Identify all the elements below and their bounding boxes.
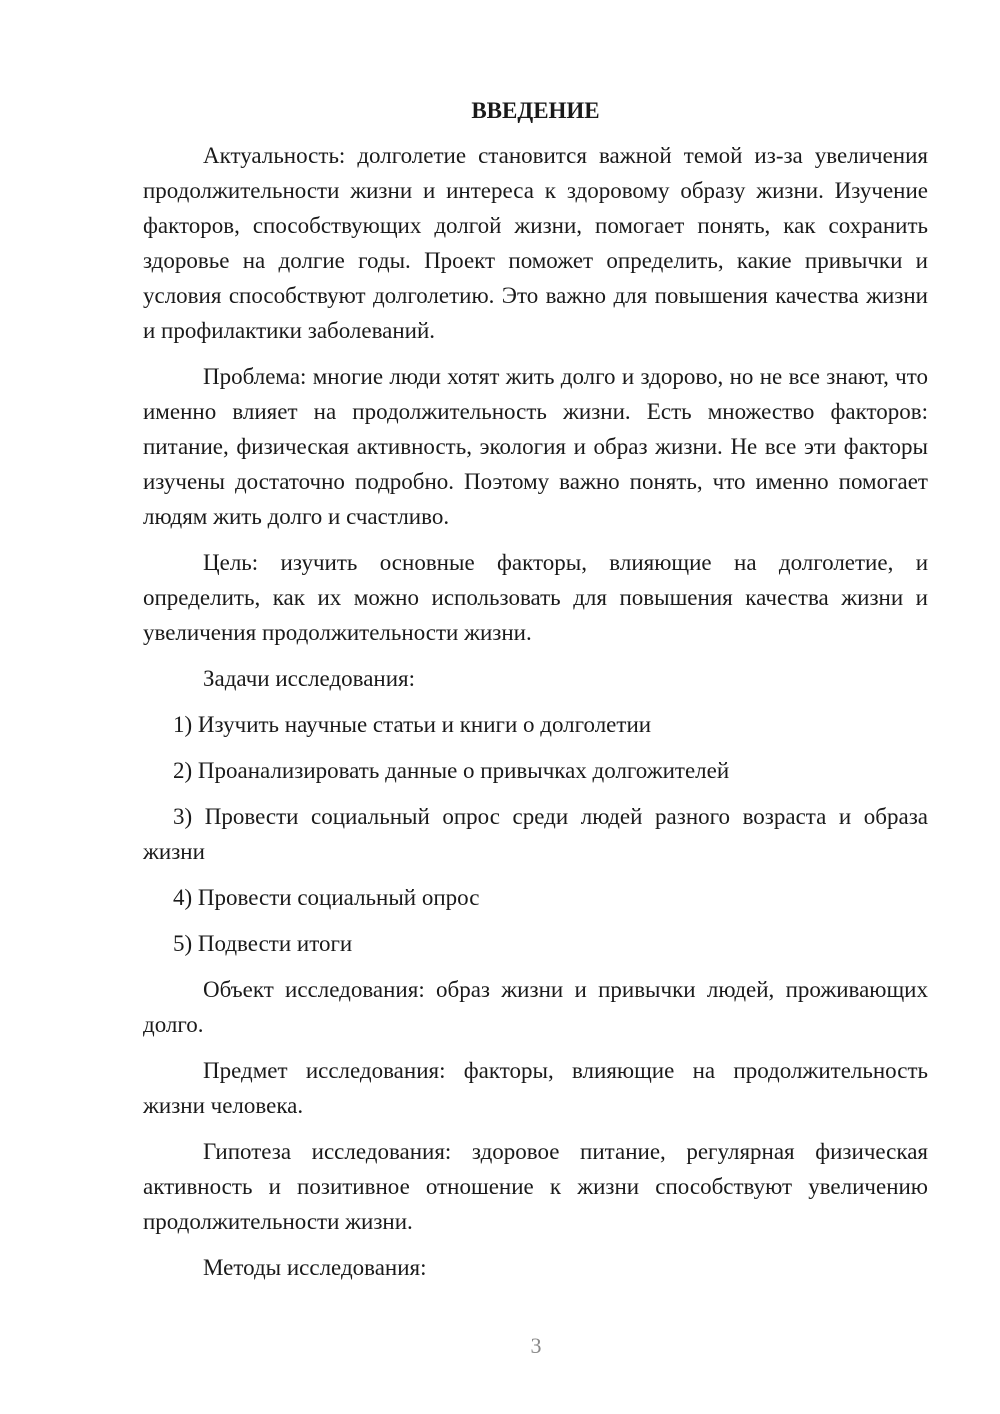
problem-paragraph: Проблема: многие люди хотят жить долго и здорово, но не все знают, что именно влияет на продолжительность жизни. Есть множество факторов: питание, физическая активность, экология и образ жизни. Не все эти факторы изучены достаточно подробно. Поэтому важно понять, что именно помогает людям жить долго и счастливо.: [143, 364, 928, 529]
tasks-heading: Задачи исследования:: [203, 666, 416, 691]
methods-heading: Методы исследования:: [203, 1255, 427, 1280]
task-item-3: 3) Провести социальный опрос среди людей разного возраста и образа жизни: [143, 804, 928, 864]
subject-paragraph: Предмет исследования: факторы, влияющие на продолжительность жизни человека.: [143, 1058, 928, 1118]
task-item-1: 1) Изучить научные статьи и книги о долголетии: [173, 712, 652, 737]
task-item-2: 2) Проанализировать данные о привычках долгожителей: [173, 758, 730, 783]
section-title: ВВЕДЕНИЕ: [471, 98, 600, 123]
relevance-paragraph: Актуальность: долголетие становится важной темой из-за увеличения продолжительности жизни и интереса к здоровому образу жизни. Изучение факторов, способствующих долгой жизни, помогает понять, как сохранить здоровье на долгие годы. Проект поможет определить, какие привычки и условия способствуют долголетию. Это важно для повышения качества жизни и профилактики заболеваний.: [143, 143, 928, 343]
task-item-4: 4) Провести социальный опрос: [173, 885, 480, 910]
hypothesis-paragraph: Гипотеза исследования: здоровое питание, регулярная физическая активность и позитивное отношение к жизни способствуют увеличению продолжительности жизни.: [143, 1139, 928, 1234]
page-number: 3: [530, 1333, 542, 1358]
task-item-5: 5) Подвести итоги: [173, 931, 353, 956]
goal-paragraph: Цель: изучить основные факторы, влияющие на долголетие, и определить, как их можно использовать для повышения качества жизни и увеличения продолжительности жизни.: [143, 550, 928, 645]
object-paragraph: Объект исследования: образ жизни и привычки людей, проживающих долго.: [143, 977, 928, 1037]
document-body: [143, 96, 928, 1296]
